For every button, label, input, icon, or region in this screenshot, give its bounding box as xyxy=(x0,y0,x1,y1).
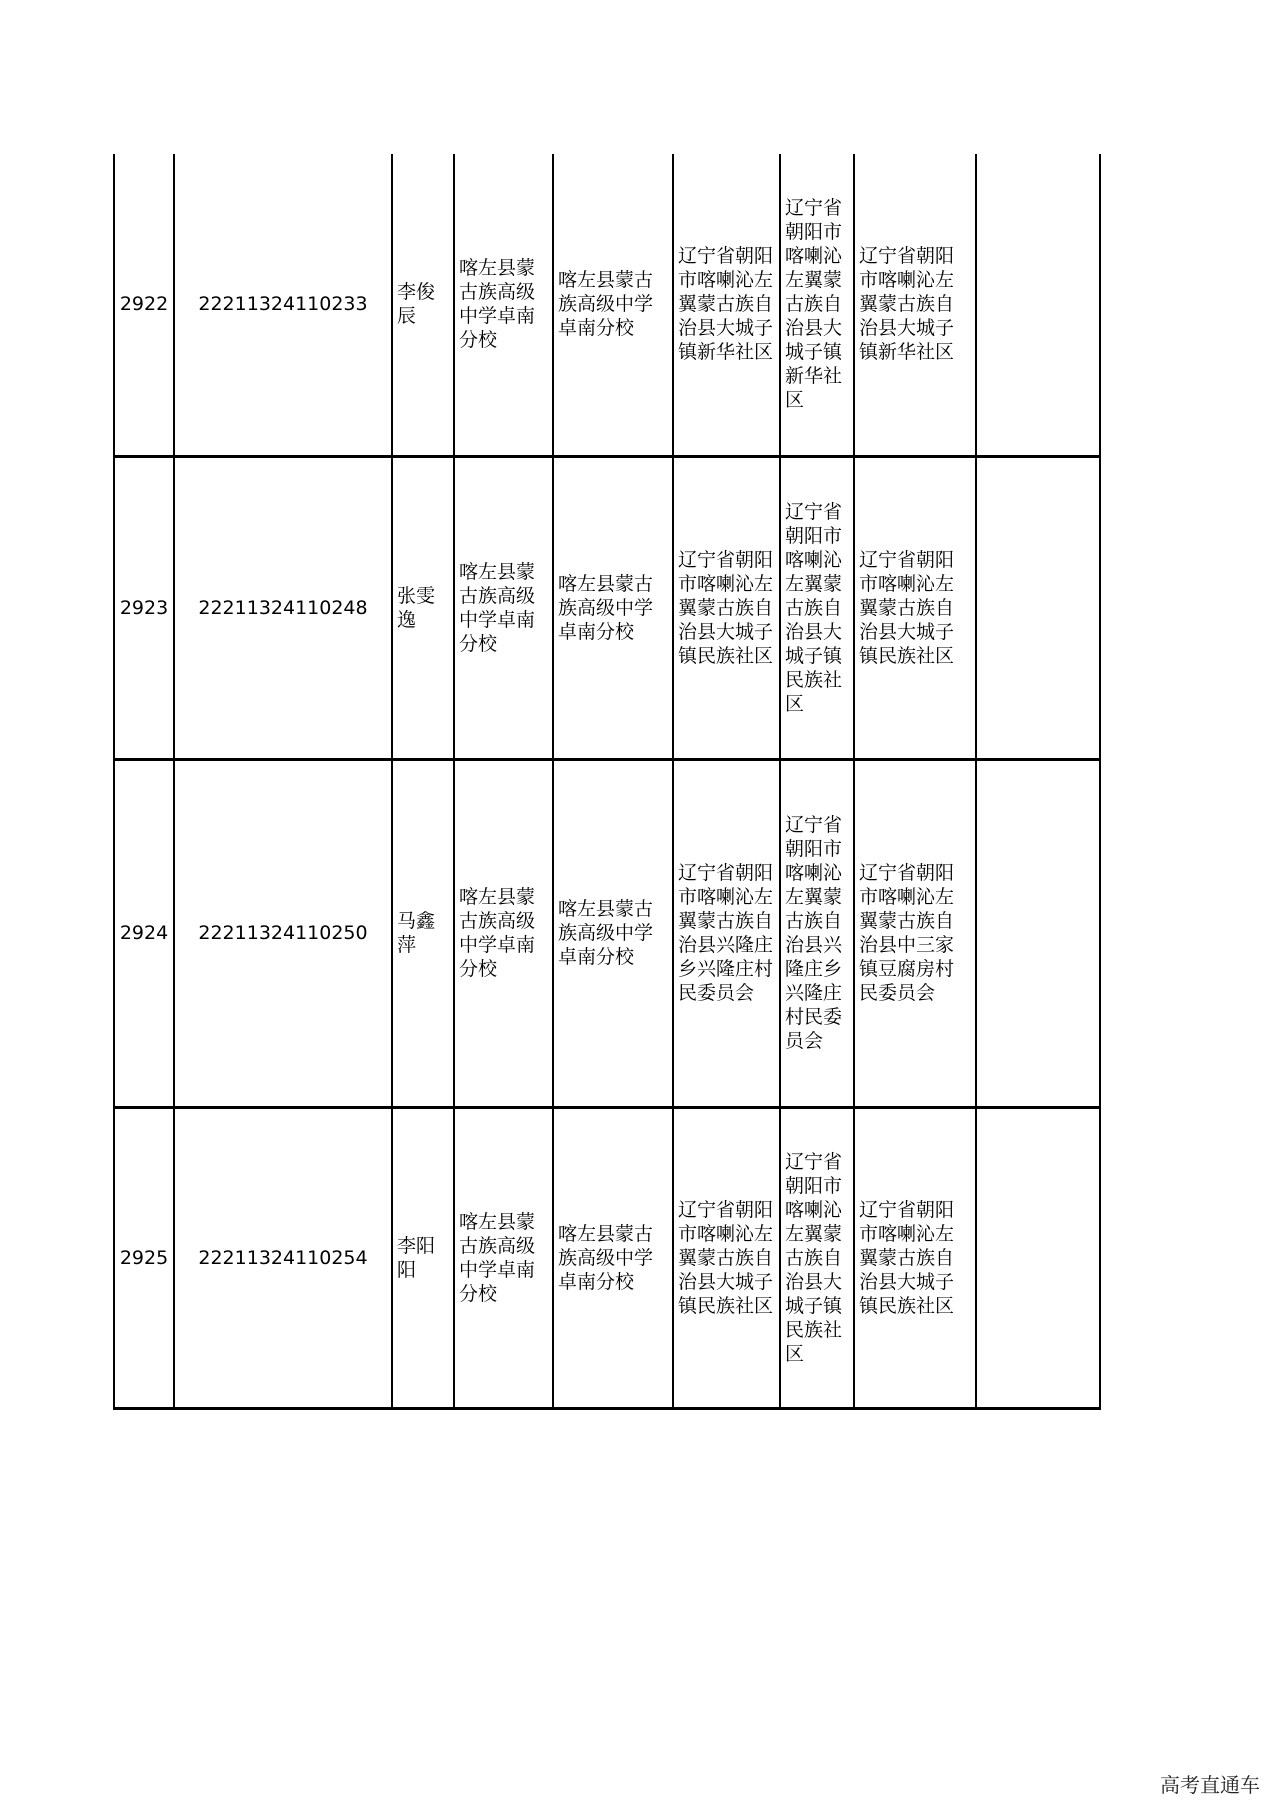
school-name: 喀左县蒙古族高级中学卓南分校 xyxy=(454,456,553,759)
residence-address-cell: 辽宁省朝阳市喀喇沁左翼蒙古族自治县中三家镇豆腐房村民委员会 xyxy=(854,759,976,1107)
address-cell: 辽宁省朝阳市喀喇沁左翼蒙古族自治县大城子镇民族社区 xyxy=(673,1107,780,1408)
exam-number: 22211324110254 xyxy=(174,1107,392,1408)
address-cell: 辽宁省朝阳市喀喇沁左翼蒙古族自治县大城子镇民族社区 xyxy=(673,456,780,759)
address-cell: 辽宁省朝阳市喀喇沁左翼蒙古族自治县兴隆庄乡兴隆庄村民委员会 xyxy=(673,759,780,1107)
exam-number: 22211324110233 xyxy=(174,154,392,456)
student-name: 李阳阳 xyxy=(392,1107,454,1408)
table-row xyxy=(114,456,1100,759)
household-address-cell: 辽宁省朝阳市喀喇沁左翼蒙古族自治县兴隆庄乡兴隆庄村民委员会 xyxy=(780,759,854,1107)
table-row xyxy=(114,154,1100,456)
school-name: 喀左县蒙古族高级中学卓南分校 xyxy=(454,1107,553,1408)
remark-cell xyxy=(976,759,1100,1107)
table-row xyxy=(114,1107,1100,1408)
household-address-cell: 辽宁省朝阳市喀喇沁左翼蒙古族自治县大城子镇新华社区 xyxy=(780,154,854,456)
remark-cell xyxy=(976,154,1100,456)
row-index: 2923 xyxy=(114,456,174,759)
address-cell: 辽宁省朝阳市喀喇沁左翼蒙古族自治县大城子镇新华社区 xyxy=(673,154,780,456)
school-full-name: 喀左县蒙古族高级中学卓南分校 xyxy=(553,154,673,456)
row-index: 2924 xyxy=(114,759,174,1107)
remark-cell xyxy=(976,456,1100,759)
school-full-name: 喀左县蒙古族高级中学卓南分校 xyxy=(553,759,673,1107)
school-full-name: 喀左县蒙古族高级中学卓南分校 xyxy=(553,1107,673,1408)
exam-number: 22211324110248 xyxy=(174,456,392,759)
row-index: 2922 xyxy=(114,154,174,456)
school-full-name: 喀左县蒙古族高级中学卓南分校 xyxy=(553,456,673,759)
remark-cell xyxy=(976,1107,1100,1408)
student-name: 张雯逸 xyxy=(392,456,454,759)
exam-number: 22211324110250 xyxy=(174,759,392,1107)
household-address-cell: 辽宁省朝阳市喀喇沁左翼蒙古族自治县大城子镇民族社区 xyxy=(780,1107,854,1408)
residence-address-cell: 辽宁省朝阳市喀喇沁左翼蒙古族自治县大城子镇新华社区 xyxy=(854,154,976,456)
row-index: 2925 xyxy=(114,1107,174,1408)
roster-table xyxy=(113,154,1101,1410)
student-name: 李俊辰 xyxy=(392,154,454,456)
residence-address-cell: 辽宁省朝阳市喀喇沁左翼蒙古族自治县大城子镇民族社区 xyxy=(854,456,976,759)
student-name: 马鑫萍 xyxy=(392,759,454,1107)
residence-address-cell: 辽宁省朝阳市喀喇沁左翼蒙古族自治县大城子镇民族社区 xyxy=(854,1107,976,1408)
watermark-text: 高考直通车 xyxy=(1160,1773,1260,1797)
table-row xyxy=(114,759,1100,1107)
household-address-cell: 辽宁省朝阳市喀喇沁左翼蒙古族自治县大城子镇民族社区 xyxy=(780,456,854,759)
school-name: 喀左县蒙古族高级中学卓南分校 xyxy=(454,759,553,1107)
school-name: 喀左县蒙古族高级中学卓南分校 xyxy=(454,154,553,456)
